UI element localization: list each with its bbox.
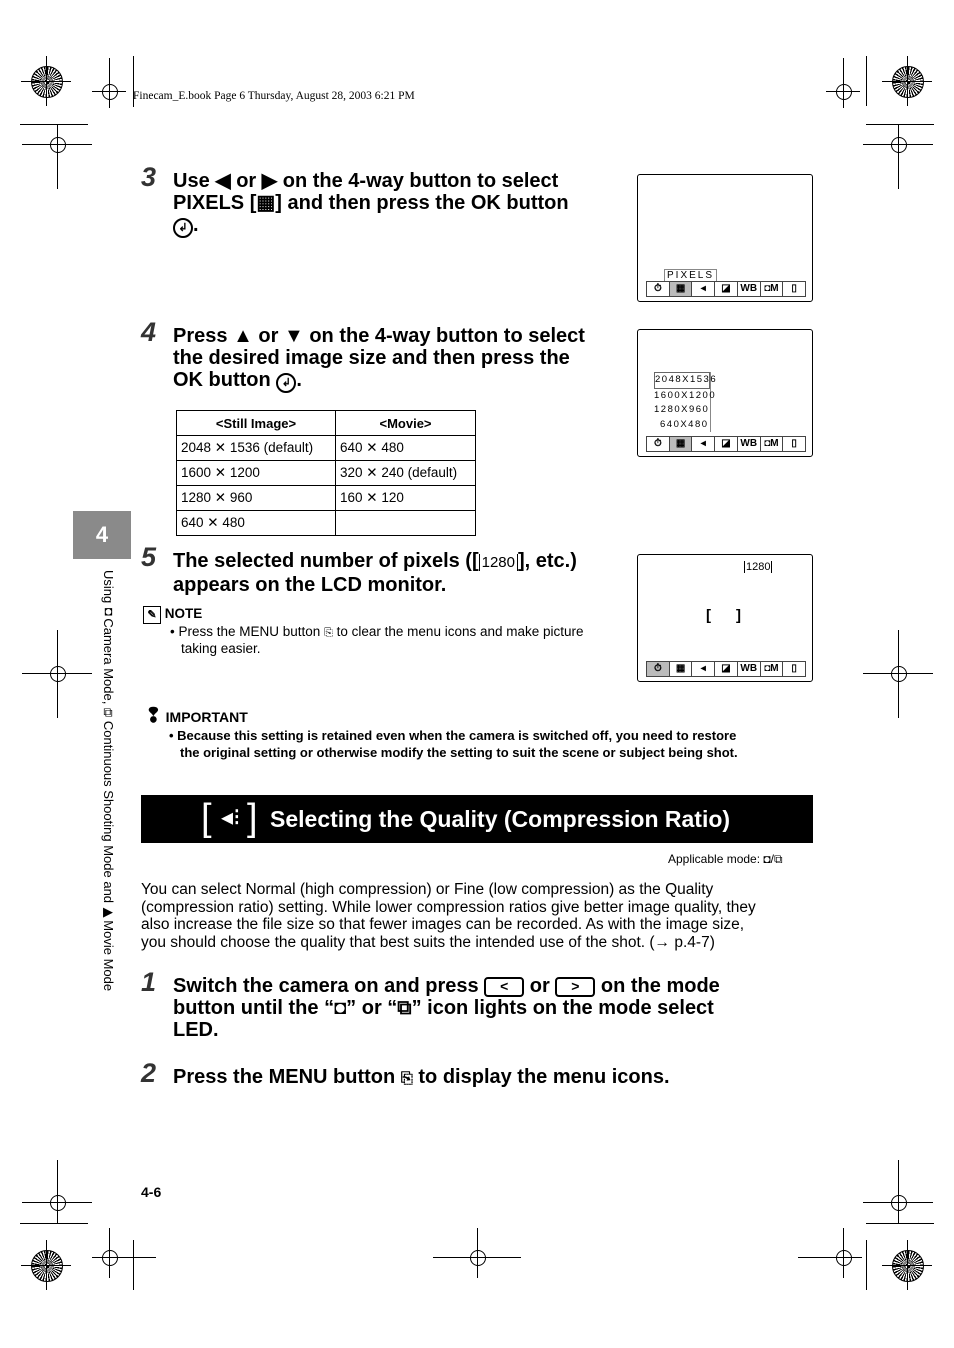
exposure-icon: ◪	[715, 662, 738, 676]
continuous-icon: ⧉	[397, 997, 412, 1019]
quality-icon: ◂	[692, 282, 715, 296]
exposure-icon: ◪	[715, 437, 738, 451]
step-number: 1	[141, 967, 157, 997]
down-arrow-icon: ▼	[283, 325, 304, 347]
battery-icon: ▯	[791, 283, 797, 294]
menu-button-icon: ⎘	[400, 1070, 413, 1087]
battery-icon: ▯	[791, 663, 797, 674]
camera-icon: ◘	[104, 603, 113, 619]
step2-text: Press the MENU button ⎘ to display the menu icons.	[173, 1066, 670, 1088]
important-block: ❢ IMPORTANT • Because this setting is retained even when the camera is switched off, you need to restore the original setting or otherwise modify the setting to suit the scene or subject being shot.	[145, 705, 738, 760]
size-option: 640X480	[660, 418, 709, 430]
battery-icon: ▯	[791, 438, 797, 449]
table-row: 640 ✕ 480	[177, 511, 476, 536]
pixel-size-badge: 1280	[479, 554, 518, 571]
exclamation-icon: ❢	[145, 705, 162, 727]
ok-button-icon: ↲	[276, 373, 296, 393]
step3-text: Use ◀ or ▶ on the 4-way button to select PIXELS [▦] and then press the OK button ↲ .	[173, 170, 569, 236]
file-header: Finecam_E.book Page 6 Thursday, August 28, 2003 6:21 PM	[133, 90, 415, 102]
camera-icon: ◘	[334, 997, 347, 1019]
camera-mode-icon: ◘M	[761, 282, 784, 296]
side-label: Using ◘ Camera Mode, ⧉ Continuous Shooting Mode and ▶ Movie Mode	[101, 570, 116, 992]
step4-text: Press ▲ or ▼ on the 4-way button to select the desired image size and then press the OK button ↲ .	[173, 325, 585, 391]
reg-disc-bottom-right	[892, 1250, 924, 1282]
step5-text: The selected number of pixels ([ 1280 ], etc.) appears on the LCD monitor.	[173, 550, 577, 596]
size-options-list	[654, 372, 718, 432]
menu-icon-bar	[646, 281, 806, 297]
column-header: <Movie>	[336, 411, 476, 436]
pixels-icon: ▦	[670, 437, 693, 451]
pixels-icon: ▦	[256, 192, 276, 214]
menu-icon-bar	[646, 436, 806, 452]
chapter-tab: 4	[73, 511, 131, 559]
continuous-icon: ⧉	[774, 852, 783, 866]
table-row: 1280 ✕ 960 160 ✕ 120	[177, 486, 476, 511]
step-number: 3	[141, 162, 157, 192]
applicable-mode: Applicable mode: ◘/⧉	[668, 852, 783, 866]
column-header: <Still Image>	[177, 411, 336, 436]
self-timer-icon: ⏱	[647, 282, 670, 296]
mode-left-key-icon: <	[484, 977, 524, 997]
pixel-size-badge: 1280	[746, 561, 771, 573]
white-balance-icon: WB	[738, 437, 761, 451]
page-number: 4-6	[141, 1184, 162, 1200]
step-number: 2	[141, 1058, 157, 1088]
white-balance-icon: WB	[738, 282, 761, 296]
lcd-screen-sizes	[637, 329, 813, 457]
pixel-size-table	[176, 410, 476, 536]
camera-icon: ◘	[763, 852, 771, 866]
ok-button-icon: ↲	[173, 218, 193, 238]
note-block: ✎ NOTE • Press the MENU button ⎘ to clear the menu icons and make picture taking easier.	[143, 606, 633, 657]
size-option: 2048X1536	[654, 372, 710, 389]
step-number: 4	[141, 317, 157, 347]
up-arrow-icon: ▲	[233, 325, 253, 347]
exposure-icon: ◪	[715, 282, 738, 296]
right-arrow-icon: ▶	[261, 170, 278, 192]
lcd-screen-pixels	[637, 174, 813, 302]
focus-frame: [ ]	[706, 607, 741, 624]
mode-right-key-icon: >	[555, 977, 595, 997]
step1-text: Switch the camera on and press < or > on the mode button until the “◘” or “⧉” icon lights on the mode select LED.	[173, 975, 720, 1041]
quality-icon: ◂	[692, 662, 715, 676]
camera-mode-icon: ◘M	[761, 437, 784, 451]
left-arrow-icon: ◀	[215, 170, 231, 192]
camera-mode-icon: ◘M	[761, 662, 784, 676]
self-timer-icon: ⏱	[647, 437, 670, 451]
reg-disc-top-left	[31, 66, 63, 98]
note-icon: ✎	[143, 606, 161, 624]
quality-icon: ◂⁝	[221, 804, 241, 831]
intro-paragraph: You can select Normal (high compression) or Fine (low compression) as the Quality (compression ratio) setting. While lower compression ratios give better image quality, they also increase the file size so that fewer images can be recorded. As with the image size, you should choose the quality that best suits the intended use of the shot. (→ p.4-7)	[141, 881, 756, 951]
movie-icon: ▶	[103, 903, 113, 919]
size-option: 1600X1200	[654, 389, 717, 401]
self-timer-icon: ⏱	[647, 662, 670, 676]
pixels-icon: ▦	[670, 662, 693, 676]
section-title: Selecting the Quality (Compression Ratio)	[270, 806, 731, 832]
menu-icon-bar	[646, 661, 806, 677]
pixels-icon: ▦	[670, 282, 693, 296]
reg-disc-top-right	[892, 66, 924, 98]
step-number: 5	[141, 542, 157, 572]
table-row: 2048 ✕ 1536 (default) 640 ✕ 480	[177, 436, 476, 461]
reg-disc-bottom-left	[31, 1250, 63, 1282]
lcd-screen-shooting	[637, 554, 813, 682]
continuous-icon: ⧉	[103, 704, 113, 720]
table-row: 1600 ✕ 1200 320 ✕ 240 (default)	[177, 461, 476, 486]
section-title-bar: [ ◂⁝ ] Selecting the Quality (Compression Ratio)	[141, 795, 813, 843]
white-balance-icon: WB	[738, 662, 761, 676]
quality-icon: ◂	[692, 437, 715, 451]
pixels-menu-label: PIXELS	[664, 269, 717, 282]
size-option: 1280X960	[654, 404, 710, 415]
menu-button-icon: ⎘	[324, 627, 333, 639]
